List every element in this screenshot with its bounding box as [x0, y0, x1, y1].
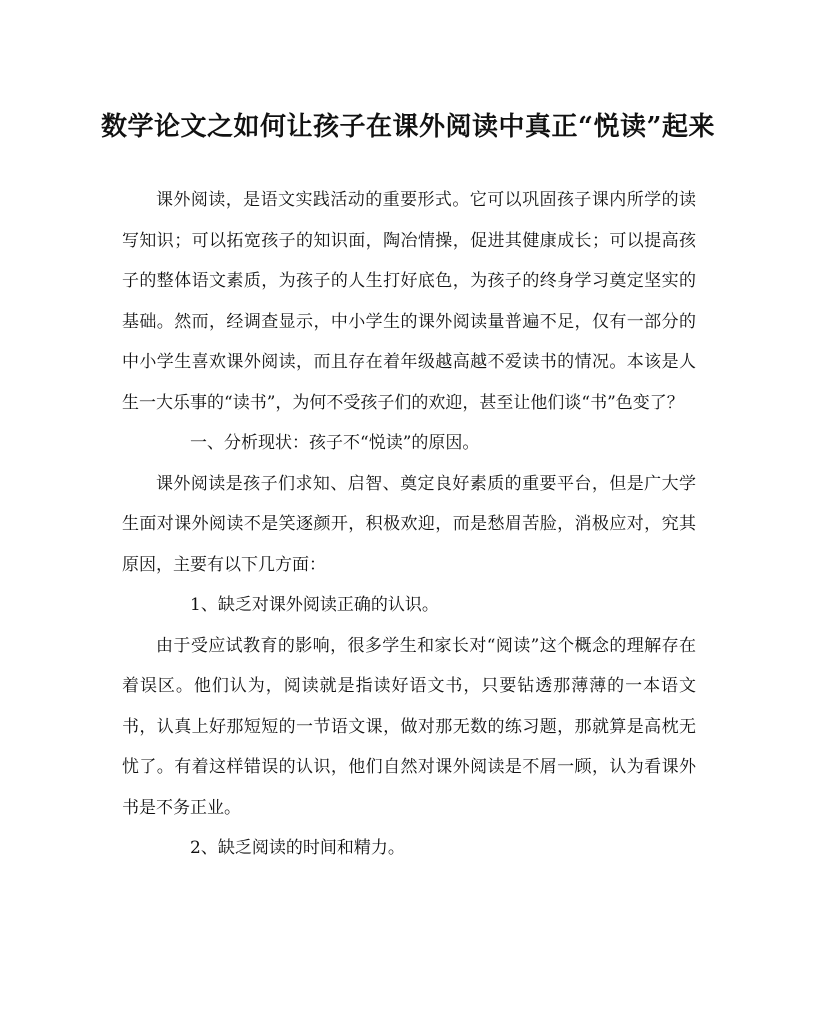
section-heading-analysis: 一、分析现状：孩子不“悦读”的原因。 [190, 433, 480, 453]
subheading-lack-of-understanding: 1、缺乏对课外阅读正确的认识。 [190, 595, 439, 615]
paragraph-exam-influence: 由于受应试教育的影响，很多学生和家长对“阅读”这个概念的理解存在着误区。他们认为，阅读就是指读好语文书，只要钻透那薄薄的一本语文书，认真上好那短短的一节语文课，做对那无数的练习题，那就算是高枕无忧了。有着这样错误的认识，他们自然对课外阅读是不屑一顾，认为看课外书是不务正业。 [122, 635, 696, 818]
document-title: 数学论文之如何让孩子在课外阅读中真正“悦读”起来 [101, 112, 715, 142]
subheading-lack-of-time: 2、缺乏阅读的时间和精力。 [190, 838, 405, 858]
paragraph-intro: 课外阅读，是语文实践活动的重要形式。它可以巩固孩子课内所学的读写知识；可以拓宽孩子的知识面，陶冶情操，促进其健康成长；可以提高孩子的整体语文素质，为孩子的人生打好底色，为孩子的终身学习奠定坚实的基础。然而，经调查显示，中小学生的课外阅读量普遍不足，仅有一部分的中小学生喜欢课外阅读，而且存在着年级越高越不爱读书的情况。本该是人生一大乐事的“读书”，为何不受孩子们的欢迎，甚至让他们谈“书”色变了？ [122, 190, 696, 413]
paragraph-platform: 课外阅读是孩子们求知、启智、奠定良好素质的重要平台，但是广大学生面对课外阅读不是笑逐颜开，积极欢迎，而是愁眉苦脸，消极应对，究其原因，主要有以下几方面： [122, 473, 696, 575]
document-body [122, 180, 696, 869]
